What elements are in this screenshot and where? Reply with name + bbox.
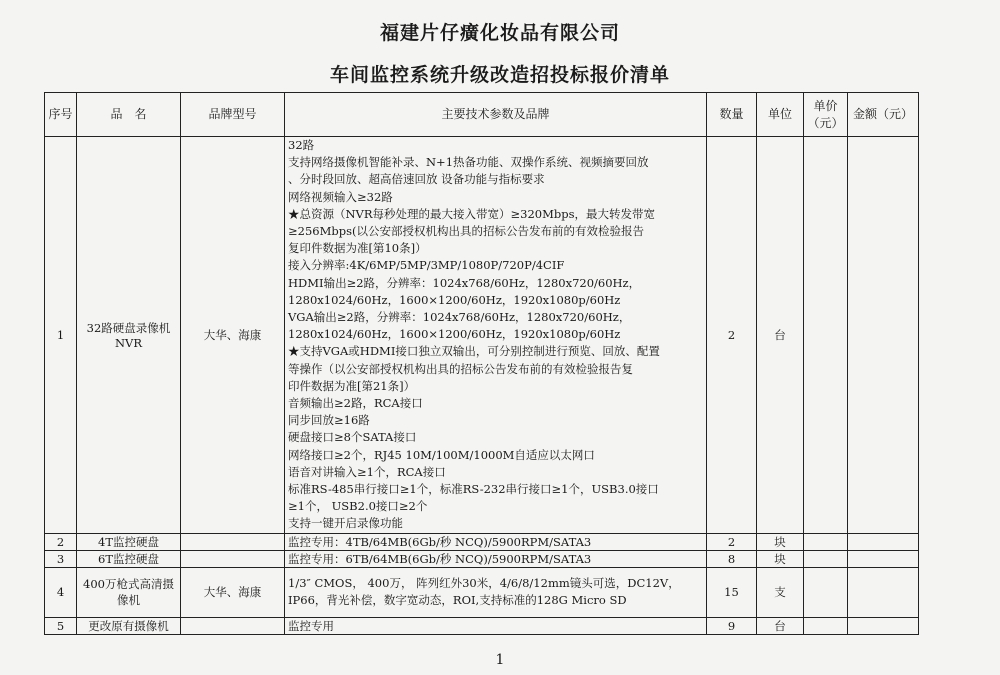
row-unit-price	[804, 137, 848, 534]
table-row	[45, 533, 919, 550]
table-header-row	[45, 93, 919, 137]
row-spec	[285, 137, 707, 534]
row-seq: 2	[45, 533, 77, 550]
row-qty: 2	[707, 137, 757, 534]
row-unit: 块	[757, 550, 804, 567]
col-seq-header: 序号	[45, 93, 77, 137]
row-name: 6T监控硬盘	[77, 550, 181, 567]
row-brand	[181, 550, 285, 567]
spec-line: 同步回放≥16路	[288, 413, 370, 428]
spec-line: ★支持VGA或HDMI接口独立双输出，可分别控制进行预览、回放、配置	[288, 344, 660, 359]
col-amount-header: 金额（元）	[848, 93, 919, 137]
spec-line: 支持一键开启录像功能	[288, 516, 403, 531]
table-row	[45, 137, 919, 534]
spec-line: 网络视频输入≥32路	[288, 189, 393, 204]
spec-line: 32路	[288, 138, 315, 152]
col-unit-header: 单位	[757, 93, 804, 137]
row-seq: 4	[45, 567, 77, 617]
spec-line: 1280x1024/60Hz，1600×1200/60Hz，1920x1080p/60Hz	[288, 292, 621, 307]
row-unit: 台	[757, 617, 804, 634]
spec-line: 语音对讲输入≥1个，RCA接口	[288, 464, 446, 479]
table-row	[45, 567, 919, 617]
row-spec: 监控专用	[285, 617, 707, 634]
col-spec-header: 主要技术参数及品牌	[285, 93, 707, 137]
row-amount	[848, 567, 919, 617]
quotation-table	[44, 92, 919, 635]
col-brand-header: 品牌型号	[181, 93, 285, 137]
row-unit-price	[804, 567, 848, 617]
page-number: 1	[495, 652, 505, 668]
row-name: 32路硬盘录像机NVR	[77, 137, 181, 534]
row-brand	[181, 617, 285, 634]
row-name: 更改原有摄像机	[77, 617, 181, 634]
spec-line: 音频输出≥2路，RCA接口	[288, 396, 423, 411]
row-unit: 台	[757, 137, 804, 534]
row-qty: 2	[707, 533, 757, 550]
table-row	[45, 550, 919, 567]
spec-line: 、分时段回放、超高倍速回放 设备功能与指标要求	[288, 172, 545, 187]
row-spec: 监控专用：6TB/64MB(6Gb/秒 NCQ)/5900RPM/SATA3	[285, 550, 707, 567]
row-name: 4T监控硬盘	[77, 533, 181, 550]
spec-line: ≥256Mbps(以公安部授权机构出具的招标公告发布前的有效检验报告	[288, 224, 644, 239]
spec-line: 印件数据为准[第21条]）	[288, 378, 416, 393]
row-amount	[848, 533, 919, 550]
spec-line: 1/3″ CMOS， 400万， 阵列红外30米，4/6/8/12mm镜头可选，DC12V，	[288, 575, 680, 590]
spec-line: 复印件数据为准[第10条]）	[288, 241, 427, 256]
spec-line: 支持网络摄像机智能补录、N+1热备功能、双操作系统、视频摘要回放	[288, 155, 649, 170]
row-spec: 监控专用：4TB/64MB(6Gb/秒 NCQ)/5900RPM/SATA3	[285, 533, 707, 550]
row-unit-price	[804, 550, 848, 567]
row-amount	[848, 550, 919, 567]
row-qty: 9	[707, 617, 757, 634]
spec-line: IP66，背光补偿，数字宽动态，ROI,支持标准的128G Micro SD	[288, 593, 627, 608]
col-unit-price-header: 单价（元）	[804, 93, 848, 137]
spec-line: HDMI输出≥2路，分辨率：1024x768/60Hz，1280x720/60Hz，	[288, 275, 641, 290]
row-qty: 15	[707, 567, 757, 617]
row-amount	[848, 617, 919, 634]
row-brand: 大华、海康	[181, 137, 285, 534]
row-spec	[285, 567, 707, 617]
row-unit-price	[804, 533, 848, 550]
spec-line: ≥1个， USB2.0接口≥2个	[288, 499, 428, 514]
row-name: 400万枪式高清摄像机	[77, 567, 181, 617]
spec-line: ★总资源（NVR每秒处理的最大接入带宽）≥320Mbps，最大转发带宽	[288, 206, 656, 221]
spec-line: 等操作（以公安部授权机构出具的招标公告发布前的有效检验报告复	[288, 361, 633, 376]
spec-line: 1280x1024/60Hz，1600×1200/60Hz，1920x1080p/60Hz	[288, 327, 621, 342]
col-name-header: 品 名	[77, 93, 181, 137]
row-unit: 块	[757, 533, 804, 550]
spec-line: 接入分辨率:4K/6MP/5MP/3MP/1080P/720P/4CIF	[288, 258, 565, 273]
spec-line: VGA输出≥2路，分辨率：1024x768/60Hz，1280x720/60Hz，	[288, 310, 631, 325]
row-unit: 支	[757, 567, 804, 617]
spec-line: 网络接口≥2个，RJ45 10M/100M/1000M自适应以太网口	[288, 447, 595, 462]
row-seq: 1	[45, 137, 77, 534]
row-seq: 3	[45, 550, 77, 567]
row-brand: 大华、海康	[181, 567, 285, 617]
company-name: 福建片仔癀化妆品有限公司	[379, 22, 620, 44]
spec-line: 标准RS-485串行接口≥1个，标准RS-232串行接口≥1个，USB3.0接口	[288, 482, 659, 497]
row-amount	[848, 137, 919, 534]
document-title: 车间监控系统升级改造招投标报价清单	[329, 64, 670, 86]
row-seq: 5	[45, 617, 77, 634]
spec-line: 硬盘接口≥8个SATA接口	[288, 430, 417, 445]
row-qty: 8	[707, 550, 757, 567]
table-row	[45, 617, 919, 634]
row-brand	[181, 533, 285, 550]
col-qty-header: 数量	[707, 93, 757, 137]
row-unit-price	[804, 617, 848, 634]
